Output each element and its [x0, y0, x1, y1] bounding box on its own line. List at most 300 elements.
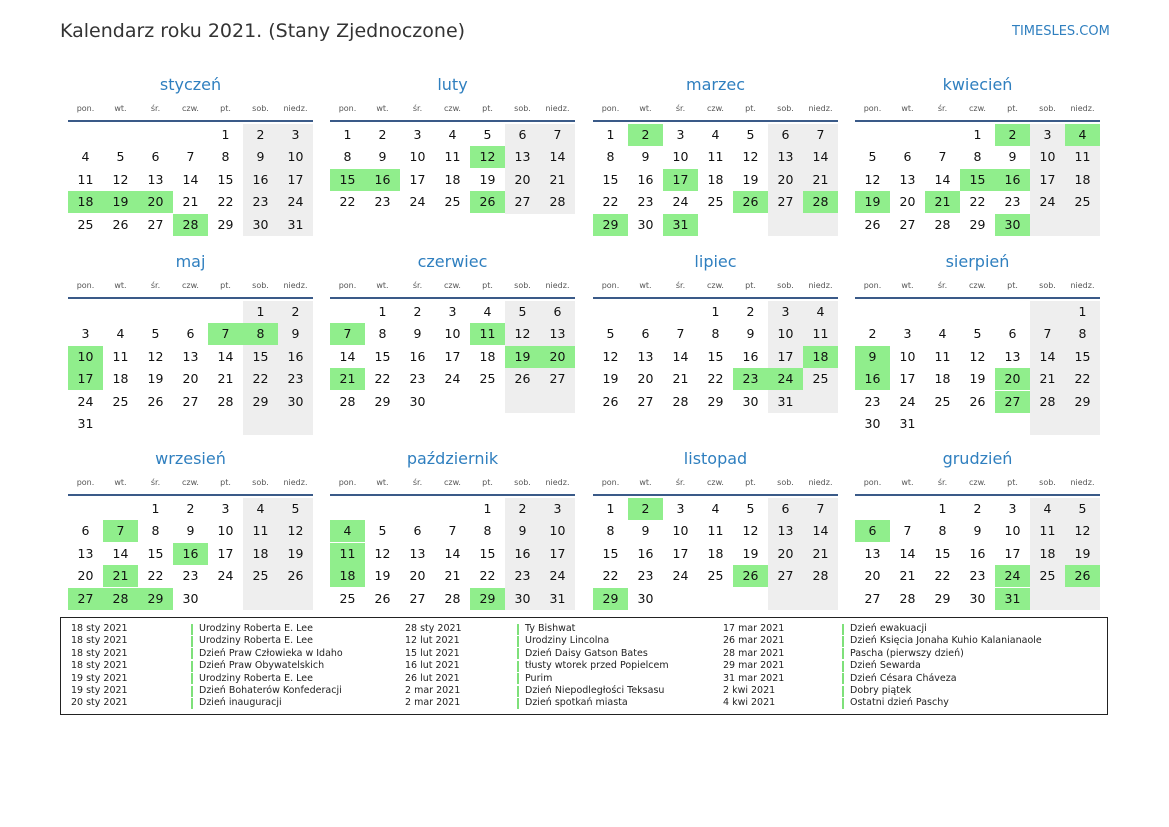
weekday-label: niedz.	[808, 281, 833, 290]
day-cell-holiday: 4	[330, 520, 365, 542]
day-cell-holiday: 28	[173, 214, 208, 236]
weekday-label: niedz.	[808, 104, 833, 113]
page-title: Kalendarz roku 2021. (Stany Zjednoczone)	[60, 20, 466, 42]
day-cell: 8	[606, 523, 615, 539]
day-cell: 30	[287, 393, 304, 409]
day-cell: 30	[182, 590, 199, 606]
day-cell: 17	[549, 545, 566, 561]
day-cell: 22	[1074, 371, 1091, 387]
day-cell: 1	[1078, 304, 1087, 319]
day-cell: 24	[287, 194, 304, 210]
day-cell: 17	[1004, 545, 1021, 561]
day-cell-holiday: 29	[593, 214, 628, 236]
day-cell: 25	[444, 194, 461, 210]
day-cell: 15	[252, 348, 269, 364]
event-name: Dzień Bohaterów Konfederacji	[199, 685, 342, 696]
weekday-header	[68, 478, 313, 490]
day-cell: 2	[973, 501, 982, 516]
day-cell: 21	[812, 171, 829, 187]
day-cell: 2	[518, 501, 527, 516]
day-cell: 24	[899, 393, 916, 409]
day-cell: 5	[378, 523, 387, 539]
day-cell: 6	[186, 326, 195, 342]
weekday-label: pon.	[338, 281, 357, 290]
event-name: Dzień Daisy Gatson Bates	[525, 647, 648, 659]
day-cell: 1	[483, 501, 492, 516]
day-cell: 14	[934, 171, 951, 187]
day-cell: 12	[864, 171, 881, 187]
day-cell: 23	[374, 194, 391, 210]
weekday-label: niedz.	[283, 104, 308, 113]
weekday-label: pon.	[76, 281, 95, 290]
weekday-label: wt.	[901, 281, 914, 290]
weekday-label: pt.	[482, 281, 493, 290]
weekday-label: czw.	[969, 104, 986, 113]
day-cell-holiday: 18	[803, 346, 838, 368]
day-cell: 10	[444, 326, 461, 342]
day-cell: 23	[1004, 194, 1021, 210]
day-cell: 20	[182, 371, 199, 387]
day-cell-holiday: 26	[470, 191, 505, 213]
weekday-label: wt.	[114, 478, 127, 487]
event-marker	[191, 698, 193, 709]
day-cell: 30	[742, 393, 759, 409]
event-date: 2 mar 2021	[405, 697, 461, 709]
day-cell: 13	[637, 348, 654, 364]
weekday-label: pt.	[1007, 281, 1018, 290]
day-cell-holiday: 31	[663, 214, 698, 236]
weekday-label: wt.	[114, 104, 127, 113]
day-cell: 19	[1074, 545, 1091, 561]
day-grid	[330, 124, 575, 259]
day-cell: 7	[676, 326, 685, 342]
event-date: 19 sty 2021	[71, 672, 128, 684]
event-date: 28 mar 2021	[723, 647, 785, 659]
weekday-label: wt.	[376, 281, 389, 290]
day-cell: 7	[1043, 326, 1052, 342]
day-cell: 22	[969, 194, 986, 210]
weekday-label: sob.	[514, 281, 531, 290]
day-cell: 25	[479, 371, 496, 387]
day-cell: 20	[777, 171, 794, 187]
event-date: 19 sty 2021	[71, 685, 128, 696]
day-cell: 4	[1043, 501, 1052, 516]
day-cell: 9	[413, 326, 422, 342]
day-cell: 26	[602, 393, 619, 409]
weekday-label: czw.	[182, 281, 199, 290]
day-cell: 5	[868, 149, 877, 165]
day-cell: 19	[287, 545, 304, 561]
day-cell: 8	[343, 149, 352, 165]
day-cell-holiday: 7	[208, 323, 243, 345]
day-cell: 12	[969, 348, 986, 364]
day-cell-holiday: 15	[330, 169, 365, 191]
day-cell: 6	[81, 523, 90, 539]
weekday-label: wt.	[639, 281, 652, 290]
day-cell-holiday: 2	[995, 124, 1030, 146]
weekday-label: pt.	[220, 281, 231, 290]
event-date: 12 lut 2021	[405, 635, 460, 647]
weekday-label: sob.	[777, 281, 794, 290]
day-cell: 28	[549, 194, 566, 210]
event-date: 4 kwi 2021	[723, 697, 776, 709]
day-cell: 12	[742, 149, 759, 165]
weekday-label: wt.	[639, 104, 652, 113]
day-cell: 25	[1039, 568, 1056, 584]
header-rule	[330, 120, 575, 122]
day-cell: 30	[637, 216, 654, 232]
event-date: 15 lut 2021	[405, 647, 460, 659]
day-cell-holiday: 28	[803, 191, 838, 213]
day-cell: 12	[514, 326, 531, 342]
day-cell-holiday: 20	[138, 191, 173, 213]
event-date: 17 mar 2021	[723, 623, 785, 634]
day-cell-holiday: 21	[103, 565, 138, 587]
day-cell: 2	[746, 304, 755, 319]
day-cell: 24	[217, 568, 234, 584]
day-cell: 14	[812, 149, 829, 165]
month-name: kwiecień	[942, 75, 1013, 94]
brand-link[interactable]: TIMESLES.COM	[1012, 24, 1110, 39]
day-cell: 9	[746, 326, 755, 342]
event-marker	[517, 636, 519, 647]
day-cell-holiday: 26	[1065, 565, 1100, 587]
day-cell: 22	[374, 371, 391, 387]
day-cell: 29	[217, 216, 234, 232]
month-name: wrzesień	[155, 449, 226, 468]
day-cell: 23	[969, 568, 986, 584]
day-cell: 29	[1074, 393, 1091, 409]
day-cell-holiday: 28	[103, 588, 138, 610]
day-cell: 14	[217, 348, 234, 364]
day-cell-holiday: 26	[733, 565, 768, 587]
day-cell: 11	[252, 523, 269, 539]
event-marker	[191, 636, 193, 647]
event-name: Dzień Księcia Jonaha Kuhio Kalanianaole	[850, 635, 1042, 647]
day-cell-holiday: 18	[68, 191, 103, 213]
day-cell: 21	[549, 171, 566, 187]
day-cell: 10	[672, 149, 689, 165]
day-cell: 25	[812, 371, 829, 387]
day-cell-holiday: 2	[628, 124, 663, 146]
weekday-label: śr.	[412, 281, 423, 290]
weekday-label: wt.	[901, 104, 914, 113]
day-cell: 24	[77, 393, 94, 409]
weekday-label: pon.	[601, 281, 620, 290]
day-cell: 2	[256, 127, 265, 142]
day-cell: 18	[1074, 171, 1091, 187]
day-cell: 20	[777, 545, 794, 561]
event-marker	[842, 686, 844, 697]
weekday-label: wt.	[639, 478, 652, 487]
weekday-label: niedz.	[1070, 478, 1095, 487]
day-cell: 29	[374, 393, 391, 409]
day-cell: 3	[676, 501, 685, 516]
day-cell: 29	[707, 393, 724, 409]
day-cell: 7	[938, 149, 947, 165]
weekday-header	[330, 478, 575, 490]
weekday-label: niedz.	[283, 281, 308, 290]
day-cell: 27	[899, 216, 916, 232]
day-cell: 14	[812, 523, 829, 539]
day-cell: 25	[252, 568, 269, 584]
day-cell: 27	[182, 393, 199, 409]
weekday-label: pt.	[745, 104, 756, 113]
day-cell: 5	[518, 304, 527, 319]
day-cell: 23	[182, 568, 199, 584]
event-marker	[191, 661, 193, 672]
event-name: Dzień inauguracji	[199, 697, 282, 709]
day-cell: 20	[899, 194, 916, 210]
month-name: listopad	[683, 449, 748, 468]
day-cell: 15	[479, 545, 496, 561]
event-date: 31 mar 2021	[723, 672, 785, 684]
weekday-label: niedz.	[545, 281, 570, 290]
event-marker	[517, 698, 519, 709]
day-cell: 10	[1004, 523, 1021, 539]
header-rule	[593, 120, 838, 122]
day-cell: 13	[514, 149, 531, 165]
day-cell: 28	[1039, 393, 1056, 409]
day-cell: 9	[1008, 149, 1017, 165]
event-date: 2 mar 2021	[405, 685, 461, 696]
weekday-label: śr.	[937, 281, 948, 290]
day-cell: 17	[287, 171, 304, 187]
weekday-label: pt.	[482, 104, 493, 113]
day-cell-holiday: 18	[330, 565, 365, 587]
weekday-label: sob.	[777, 104, 794, 113]
day-cell: 10	[217, 523, 234, 539]
day-cell: 20	[637, 371, 654, 387]
day-cell: 3	[291, 127, 300, 142]
day-cell: 10	[1039, 149, 1056, 165]
day-cell: 7	[186, 149, 195, 165]
event-marker	[191, 686, 193, 697]
day-cell-holiday: 19	[103, 191, 138, 213]
day-cell: 16	[409, 348, 426, 364]
day-cell: 1	[378, 304, 387, 319]
event-marker	[191, 648, 193, 659]
day-cell: 1	[221, 127, 230, 142]
day-cell: 15	[934, 545, 951, 561]
day-cell: 8	[483, 523, 492, 539]
day-cell: 21	[444, 568, 461, 584]
day-cell: 29	[934, 590, 951, 606]
day-cell: 29	[969, 216, 986, 232]
event-date: 26 lut 2021	[405, 672, 460, 684]
day-cell: 4	[711, 501, 720, 516]
day-cell: 19	[479, 171, 496, 187]
day-cell: 14	[339, 348, 356, 364]
day-cell: 3	[1043, 127, 1052, 142]
day-cell: 13	[409, 545, 426, 561]
weekday-label: pt.	[1007, 104, 1018, 113]
month-name: grudzień	[942, 449, 1013, 468]
event-marker	[517, 624, 519, 635]
day-cell: 2	[413, 304, 422, 319]
day-cell: 17	[777, 348, 794, 364]
day-cell: 28	[934, 216, 951, 232]
day-cell: 11	[707, 149, 724, 165]
weekday-label: niedz.	[1070, 104, 1095, 113]
day-cell-holiday: 11	[470, 323, 505, 345]
header-rule	[855, 120, 1100, 122]
weekday-label: pon.	[76, 478, 95, 487]
day-cell: 11	[77, 171, 94, 187]
day-cell: 9	[291, 326, 300, 342]
weekday-header	[593, 281, 838, 293]
day-cell: 22	[479, 568, 496, 584]
day-cell: 20	[77, 568, 94, 584]
day-cell: 26	[147, 393, 164, 409]
day-cell: 22	[602, 568, 619, 584]
day-cell: 19	[969, 371, 986, 387]
day-cell: 13	[147, 171, 164, 187]
day-cell: 9	[186, 523, 195, 539]
day-cell: 19	[742, 545, 759, 561]
day-cell: 27	[549, 371, 566, 387]
day-cell-holiday: 2	[628, 498, 663, 520]
weekday-label: wt.	[376, 478, 389, 487]
day-cell: 11	[812, 326, 829, 342]
day-cell-holiday: 29	[593, 588, 628, 610]
weekday-header	[330, 104, 575, 116]
day-cell: 23	[252, 194, 269, 210]
day-cell: 18	[444, 171, 461, 187]
day-cell: 18	[252, 545, 269, 561]
day-cell: 4	[116, 326, 125, 342]
event-marker	[842, 648, 844, 659]
day-cell: 31	[899, 416, 916, 431]
day-cell: 9	[973, 523, 982, 539]
day-cell: 20	[514, 171, 531, 187]
weekday-header	[855, 478, 1100, 490]
header-rule	[68, 120, 313, 122]
day-cell: 7	[903, 523, 912, 539]
day-cell: 14	[549, 149, 566, 165]
day-cell: 22	[147, 568, 164, 584]
day-cell: 30	[637, 590, 654, 606]
weekday-label: pon.	[863, 478, 882, 487]
day-cell: 6	[151, 149, 160, 165]
day-cell: 28	[812, 568, 829, 584]
day-cell: 14	[444, 545, 461, 561]
day-cell: 10	[777, 326, 794, 342]
day-cell: 23	[514, 568, 531, 584]
weekday-label: pt.	[745, 478, 756, 487]
day-cell: 28	[339, 393, 356, 409]
month-name: marzec	[685, 75, 745, 94]
day-cell: 5	[116, 149, 125, 165]
day-cell: 15	[217, 171, 234, 187]
weekday-label: sob.	[777, 478, 794, 487]
day-cell: 15	[707, 348, 724, 364]
header-rule	[593, 494, 838, 496]
day-cell: 14	[1039, 348, 1056, 364]
day-cell-holiday: 21	[330, 368, 365, 390]
day-cell: 17	[672, 545, 689, 561]
day-cell-holiday: 6	[855, 520, 890, 542]
day-cell: 6	[518, 127, 527, 142]
day-cell: 20	[409, 568, 426, 584]
day-cell: 13	[864, 545, 881, 561]
day-cell: 17	[409, 171, 426, 187]
day-grid	[855, 498, 1100, 633]
day-cell: 6	[781, 127, 790, 142]
day-cell-holiday: 30	[995, 214, 1030, 236]
day-cell: 3	[413, 127, 422, 142]
weekday-label: śr.	[675, 104, 686, 113]
day-cell: 23	[864, 393, 881, 409]
day-cell: 15	[147, 545, 164, 561]
day-cell: 6	[553, 304, 562, 319]
day-grid	[855, 301, 1100, 436]
day-cell: 11	[112, 348, 129, 364]
event-marker	[517, 648, 519, 659]
day-cell-holiday: 16	[855, 368, 890, 390]
day-cell-holiday: 17	[663, 169, 698, 191]
event-date: 18 sty 2021	[71, 623, 128, 634]
day-cell: 13	[899, 171, 916, 187]
day-grid	[68, 301, 313, 436]
weekday-label: śr.	[937, 104, 948, 113]
weekday-label: wt.	[376, 104, 389, 113]
day-cell: 5	[746, 127, 755, 142]
event-marker	[842, 624, 844, 635]
day-cell: 23	[409, 371, 426, 387]
event-marker	[191, 624, 193, 635]
day-cell: 12	[112, 171, 129, 187]
day-cell: 3	[448, 304, 457, 319]
event-name: Urodziny Lincolna	[525, 635, 610, 647]
day-cell-holiday: 16	[173, 543, 208, 565]
day-cell: 12	[742, 523, 759, 539]
day-cell: 1	[151, 501, 160, 516]
day-cell: 18	[112, 371, 129, 387]
day-cell: 8	[711, 326, 720, 342]
weekday-header	[68, 281, 313, 293]
day-cell: 21	[217, 371, 234, 387]
day-cell: 9	[518, 523, 527, 539]
day-cell: 3	[221, 501, 230, 516]
header-rule	[855, 297, 1100, 299]
header-rule	[330, 297, 575, 299]
day-cell: 11	[1074, 149, 1091, 165]
day-cell: 12	[1074, 523, 1091, 539]
day-cell: 24	[672, 568, 689, 584]
weekday-label: czw.	[182, 104, 199, 113]
day-cell-holiday: 4	[1065, 124, 1100, 146]
day-cell: 8	[973, 149, 982, 165]
day-cell: 12	[147, 348, 164, 364]
day-cell: 3	[903, 326, 912, 342]
header-rule	[330, 494, 575, 496]
day-cell: 10	[409, 149, 426, 165]
event-name: Urodziny Roberta E. Lee	[199, 623, 313, 634]
day-cell: 2	[291, 304, 300, 319]
day-cell: 8	[221, 149, 230, 165]
day-cell: 12	[602, 348, 619, 364]
day-cell: 5	[1078, 501, 1087, 516]
day-grid	[593, 301, 838, 436]
day-cell: 16	[742, 348, 759, 364]
day-cell: 12	[374, 545, 391, 561]
event-name: Ty Bishwat	[525, 623, 576, 634]
day-cell: 5	[291, 501, 300, 516]
day-cell: 11	[1039, 523, 1056, 539]
day-cell: 23	[637, 568, 654, 584]
header-rule	[593, 297, 838, 299]
